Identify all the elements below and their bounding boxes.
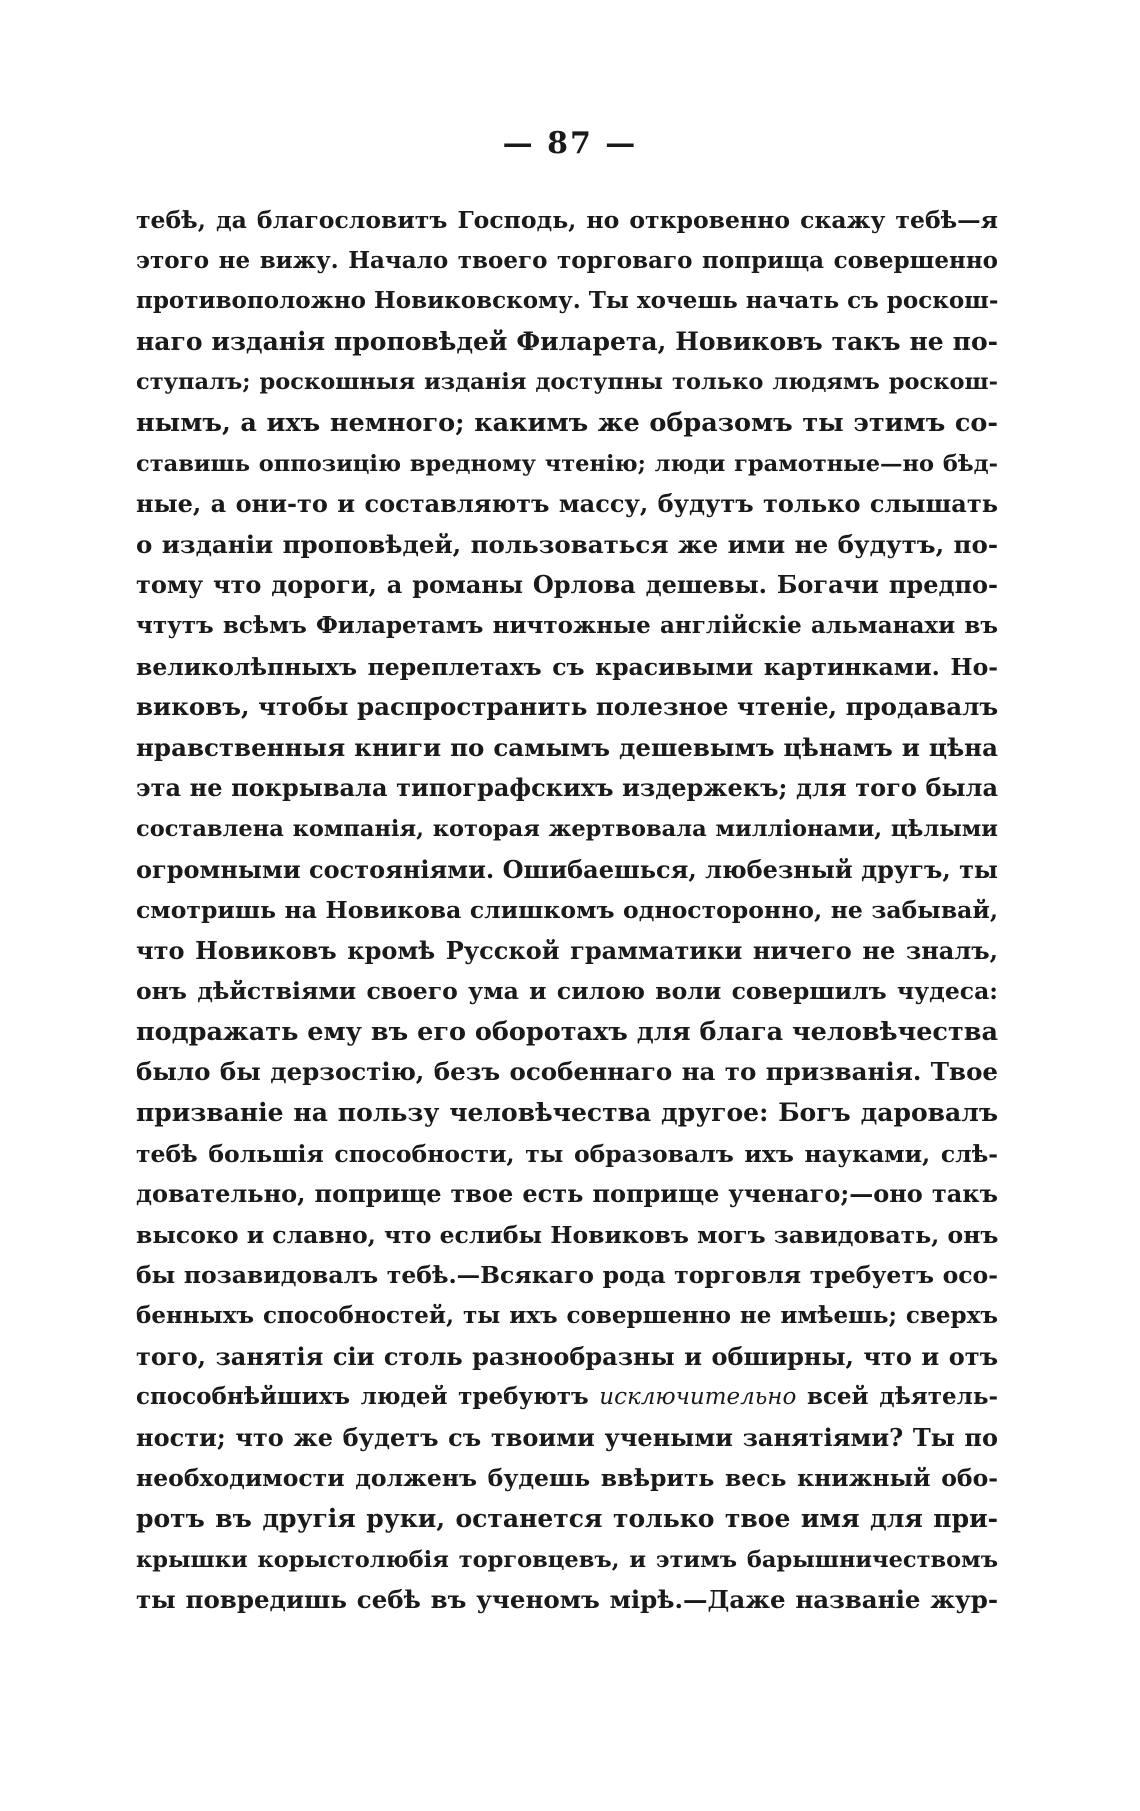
text-segment: способнѣйшихъ людей требуютъ — [136, 1383, 589, 1411]
text-line: ности; что же будетъ съ твоими учеными занятіями? Ты по — [136, 1422, 998, 1452]
text-line: бенныхъ способностей, ты ихъ совершенно не имѣешь; сверхъ — [136, 1302, 998, 1330]
text-line: эта не покрывала типографскихъ издержекъ; для того была — [136, 773, 998, 803]
text-line: тебѣ, да благословитъ Господь, но откровенно скажу тебѣ—я — [136, 206, 998, 234]
text-line: этого не вижу. Начало твоего торговаго поприща совершенно — [136, 246, 998, 274]
text-line: великолѣпныхъ переплетахъ съ красивыми картинками. Но- — [136, 652, 998, 681]
text-line: тебѣ большія способности, ты образовалъ ихъ науками, слѣ- — [136, 1139, 998, 1168]
text-line: смотришь на Новикова слишкомъ односторонно, не забывай, — [136, 896, 998, 925]
text-line: крышки корыстолюбія торговцевъ, и этимъ барышничествомъ — [136, 1546, 998, 1573]
text-line: было бы дерзостію, безъ особеннаго на то призванія. Твое — [136, 1057, 998, 1087]
page-number: — 87 — — [502, 126, 638, 161]
text-segment: всей дѣятель- — [806, 1383, 998, 1411]
text-line: нравственныя книги по самымъ дешевымъ цѣнамъ и цѣна — [136, 732, 998, 762]
text-line: ные, а они-то и составляютъ массу, будутъ только слышать — [136, 489, 998, 519]
text-line: необходимости долженъ будешь ввѣрить весь книжный обо- — [136, 1464, 998, 1493]
text-line: наго изданія проповѣдей Филарета, Новиковъ такъ не по- — [136, 326, 998, 356]
text-line: о изданіи проповѣдей, пользоваться же ими не будутъ, по- — [136, 529, 998, 559]
text-line: призваніе на пользу человѣчества другое: Богъ даровалъ — [136, 1098, 998, 1128]
text-line: огромными состояніями. Ошибаешься, любезный другъ, ты — [136, 854, 998, 884]
text-line: высоко и славно, что еслибы Новиковъ могъ завидовать, онъ — [136, 1220, 999, 1249]
text-line: составлена компанія, которая жертвовала милліонами, цѣлыми — [136, 815, 998, 842]
text-line: того, занятія сіи столь разнообразны и обширны, что и отъ — [136, 1341, 998, 1371]
text-line: ты повредишь себѣ въ ученомъ мірѣ.—Даже названіе жур- — [136, 1585, 998, 1615]
text-line: ступалъ; роскошныя изданія доступны только людямъ роскош- — [136, 369, 998, 396]
text-line: онъ дѣйствіями своего ума и силою воли совершилъ чудеса: — [136, 977, 998, 1006]
text-line-with-italic — [136, 1377, 998, 1418]
text-line: бы позавидовалъ тебѣ.—Всякаго рода торговля требуетъ осо- — [136, 1261, 998, 1290]
body-text — [136, 200, 998, 1621]
text-line: противоположно Новиковскому. Ты хочешь начать съ роскош- — [136, 287, 999, 315]
text-line: ставишь оппозицію вредному чтенію; люди грамотные—но бѣд- — [136, 450, 998, 477]
text-line: ротъ въ другія руки, останется только твое имя для при- — [136, 1504, 998, 1533]
text-line: подражать ему въ его оборотахъ для блага человѣчества — [136, 1016, 998, 1047]
text-line: нымъ, а ихъ немного; какимъ же образомъ ты этимъ со- — [136, 407, 998, 438]
italic-emphasis: исключительно — [599, 1384, 797, 1411]
text-line: довательно, поприще твое есть поприще ученаго;—оно такъ — [136, 1179, 998, 1209]
text-line: чтутъ всѣмъ Филаретамъ ничтожные англійскіе альманахи въ — [136, 611, 998, 639]
text-line: виковъ, чтобы распространить полезное чтеніе, продавалъ — [136, 692, 999, 722]
text-line: что Новиковъ кромѣ Русской грамматики ничего не зналъ, — [136, 935, 998, 965]
text-line: тому что дороги, а романы Орлова дешевы. Богачи предпо- — [136, 570, 998, 600]
